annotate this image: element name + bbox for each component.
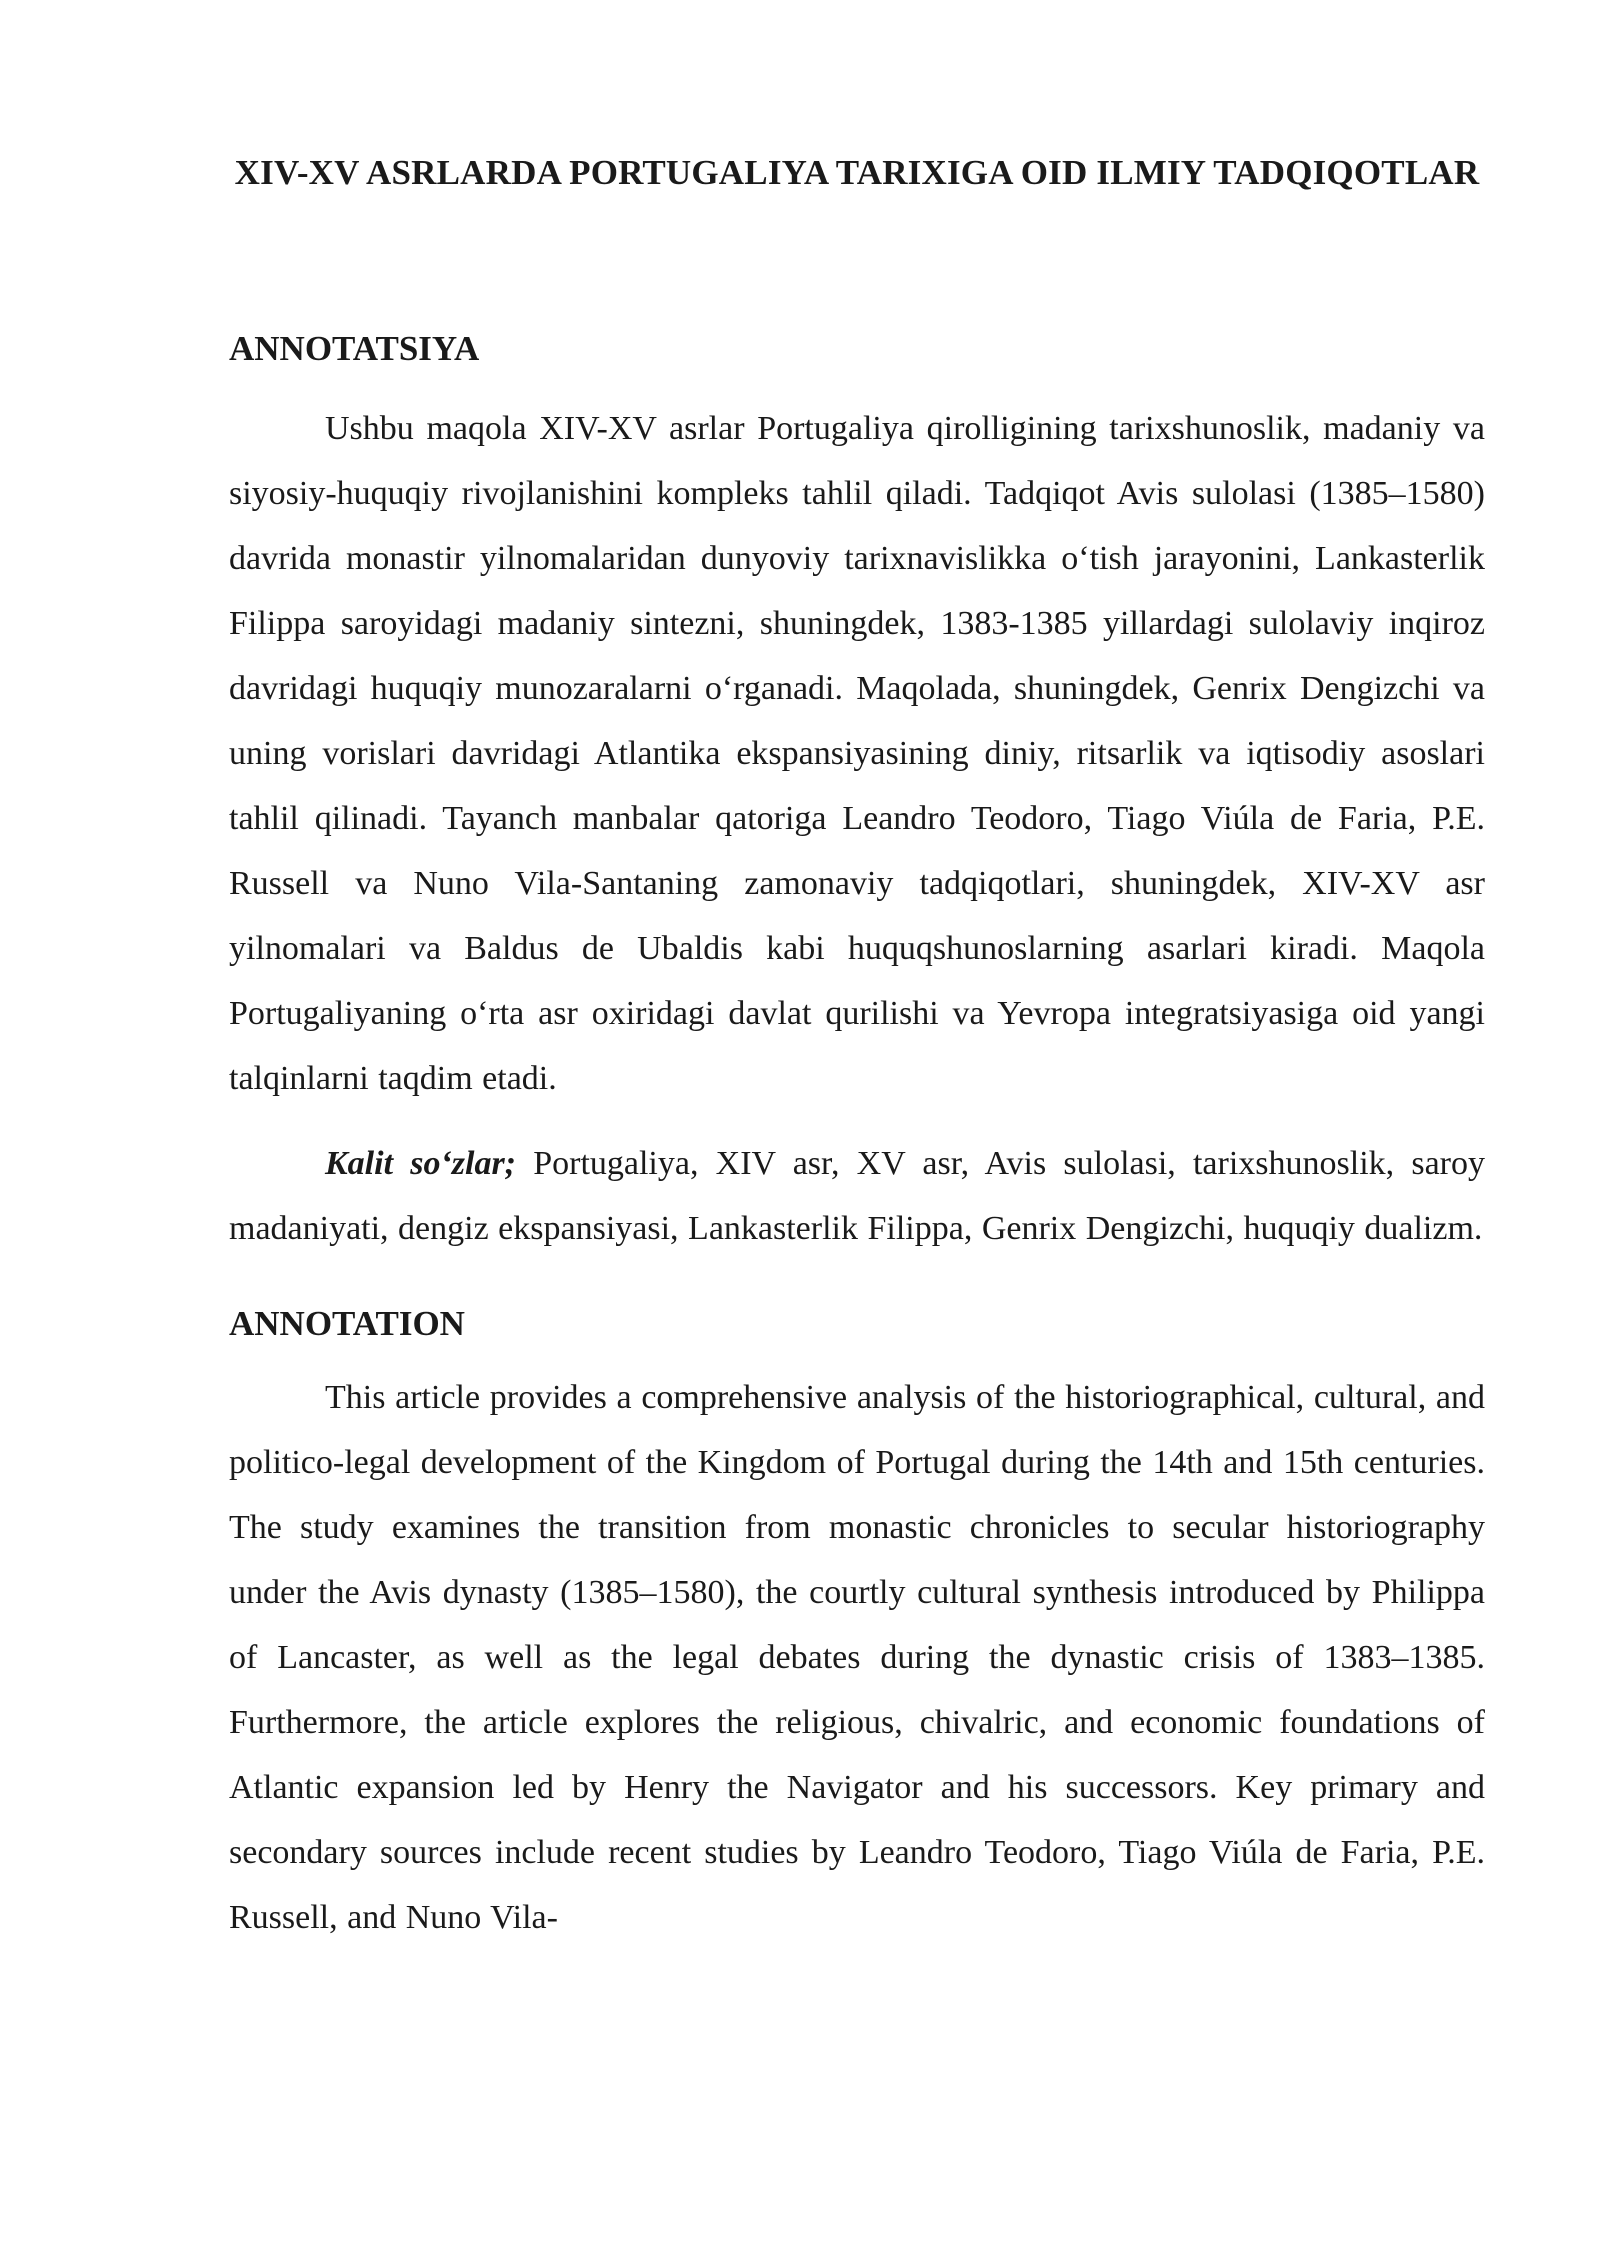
keywords-text: Portugaliya, XIV asr, XV asr, Avis sulolasi, tarixshunoslik, saroy madaniyati, dengiz ekspansiyasi, Lankasterlik Filippa, Genrix Dengizchi, huquqiy dualizm. [229,1145,1485,1247]
annotation-uz-heading: ANNOTATSIYA [229,329,480,368]
annotation-uz-body: Ushbu maqola XIV-XV asrlar Portugaliya qirolligining tarixshunoslik, madaniy va siyosiy-huquqiy rivojlanishini kompleks tahlil qiladi. Tadqiqot Avis sulolasi (1385–1580) davrida monastir yilnomalaridan dunyoviy tarixnavislikka o‘tish jarayonini, Lankasterlik Filippa saroyidagi madaniy sintezni, shuningdek, 1383-1385 yillardagi sulolaviy inqiroz davridagi huquqiy munozaralarni o‘rganadi. Maqolada, shuningdek, Genrix Dengizchi va uning vorislari davridagi Atlantika ekspansiyasining diniy, ritsarlik va iqtisodiy asoslari tahlil qilinadi. Tayanch manbalar qatoriga Leandro Teodoro, Tiago Viúla de Faria, P.E. Russell va Nuno Vila-Santaning zamonaviy tadqiqotlari, shuningdek, XIV-XV asr yilnomalari va Baldus de Ubaldis kabi huquqshunoslarning asarlari kiradi. Maqola Portugaliyaning o‘rta asr oxiridagi davlat qurilishi va Yevropa integratsiyasiga oid yangi talqinlarni taqdim etadi. [229,410,1485,1097]
document-page [229,0,1485,1950]
annotation-en-heading: ANNOTATION [229,1304,465,1343]
document-title: XIV-XV ASRLARDA PORTUGALIYA TARIXIGA OID ILMIY TADQIQOTLAR [234,153,1480,192]
annotation-en-body: This article provides a comprehensive analysis of the historiographical, cultural, and politico-legal development of the Kingdom of Portugal during the 14th and 15th centuries. The study examines the transition from monastic chronicles to secular historiography under the Avis dynasty (1385–1580), the courtly cultural synthesis introduced by Philippa of Lancaster, as well as the legal debates during the dynastic crisis of 1383–1385. Furthermore, the article explores the religious, chivalric, and economic foundations of Atlantic expansion led by Henry the Navigator and his successors. Key primary and secondary sources include recent studies by Leandro Teodoro, Tiago Viúla de Faria, P.E. Russell, and Nuno Vila- [229,1379,1485,1936]
keywords-paragraph [229,1131,1485,1261]
keywords-label: Kalit so‘zlar; [325,1145,517,1182]
